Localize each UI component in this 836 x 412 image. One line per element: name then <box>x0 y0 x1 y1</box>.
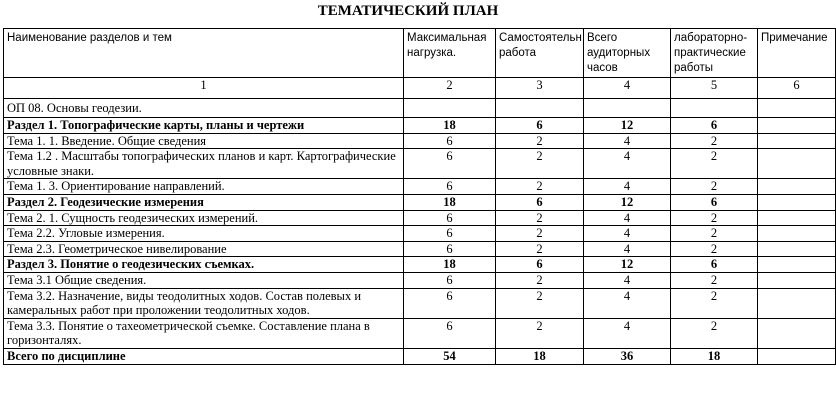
table-row <box>4 241 836 257</box>
row-max-load: 6 <box>404 133 496 149</box>
header-self-work: Самостоятельн. работа <box>496 29 584 78</box>
column-index-4: 4 <box>584 78 671 99</box>
row-self-work: 18 <box>496 348 584 364</box>
row-lab: 2 <box>671 179 758 195</box>
column-index-2: 2 <box>404 78 496 99</box>
row-notes <box>758 149 836 179</box>
row-name: Тема 1.2 . Масштабы топографических планов и карт. Картографические условные знаки. <box>4 149 404 179</box>
row-lab: 2 <box>671 133 758 149</box>
row-self-work: 6 <box>496 118 584 134</box>
row-notes <box>758 257 836 273</box>
row-max-load: 18 <box>404 194 496 210</box>
row-name: Тема 3.3. Понятие о тахеометрической съемке. Составление плана в горизонталях. <box>4 318 404 348</box>
row-notes <box>758 318 836 348</box>
table-row <box>4 348 836 364</box>
row-name: Раздел 1. Топографические карты, планы и чертежи <box>4 118 404 134</box>
row-self-work: 2 <box>496 272 584 288</box>
column-index-6: 6 <box>758 78 836 99</box>
row-lab: 6 <box>671 257 758 273</box>
row-total-class: 4 <box>584 241 671 257</box>
row-lab: 2 <box>671 288 758 318</box>
course-title: ОП 08. Основы геодезии. <box>4 99 404 118</box>
row-notes <box>758 210 836 226</box>
row-notes <box>758 226 836 242</box>
row-name: Тема 2.2. Угловые измерения. <box>4 226 404 242</box>
row-lab: 2 <box>671 272 758 288</box>
row-max-load: 6 <box>404 149 496 179</box>
row-lab: 2 <box>671 226 758 242</box>
row-max-load: 6 <box>404 272 496 288</box>
table-row <box>4 318 836 348</box>
table-row <box>4 133 836 149</box>
table-body <box>4 29 836 365</box>
row-notes <box>758 133 836 149</box>
row-lab: 2 <box>671 149 758 179</box>
table-row <box>4 149 836 179</box>
table-row <box>4 257 836 273</box>
row-total-class: 4 <box>584 179 671 195</box>
table-row <box>4 272 836 288</box>
row-total-class: 12 <box>584 257 671 273</box>
row-self-work: 2 <box>496 318 584 348</box>
column-index-1: 1 <box>4 78 404 99</box>
row-max-load: 6 <box>404 210 496 226</box>
row-total-class: 4 <box>584 133 671 149</box>
row-max-load: 6 <box>404 226 496 242</box>
row-lab: 6 <box>671 194 758 210</box>
row-self-work: 6 <box>496 257 584 273</box>
row-total-class: 4 <box>584 288 671 318</box>
column-index-3: 3 <box>496 78 584 99</box>
row-notes <box>758 288 836 318</box>
row-max-load: 18 <box>404 257 496 273</box>
row-name: Тема 1. 1. Введение. Общие сведения <box>4 133 404 149</box>
row-max-load: 6 <box>404 179 496 195</box>
row-max-load: 6 <box>404 288 496 318</box>
row-name: Тема 2. 1. Сущность геодезических измерений. <box>4 210 404 226</box>
row-lab: 2 <box>671 241 758 257</box>
table-row <box>4 179 836 195</box>
table-row <box>4 194 836 210</box>
row-name: Тема 3.2. Назначение, виды теодолитных ходов. Состав полевых и камеральных работ при проложении теодолитных ходов. <box>4 288 404 318</box>
row-self-work: 2 <box>496 133 584 149</box>
header-max-load: Максимальная нагрузка. <box>404 29 496 78</box>
row-notes <box>758 179 836 195</box>
row-self-work: 2 <box>496 226 584 242</box>
row-notes <box>758 194 836 210</box>
row-total-class: 12 <box>584 194 671 210</box>
row-notes <box>758 118 836 134</box>
course-title-row <box>4 99 836 118</box>
row-max-load: 54 <box>404 348 496 364</box>
row-self-work: 2 <box>496 210 584 226</box>
row-lab: 18 <box>671 348 758 364</box>
row-name: Тема 3.1 Общие сведения. <box>4 272 404 288</box>
header-lab: лабораторно-практические работы <box>671 29 758 78</box>
row-self-work: 2 <box>496 179 584 195</box>
row-total-class: 4 <box>584 149 671 179</box>
header-total-class: Всего аудиторных часов <box>584 29 671 78</box>
table-row <box>4 118 836 134</box>
row-max-load: 6 <box>404 318 496 348</box>
row-name: Раздел 3. Понятие о геодезических съемках. <box>4 257 404 273</box>
row-total-class: 4 <box>584 210 671 226</box>
header-notes: Примечание <box>758 29 836 78</box>
column-index-5: 5 <box>671 78 758 99</box>
row-lab: 2 <box>671 318 758 348</box>
row-total-class: 36 <box>584 348 671 364</box>
document-title: ТЕМАТИЧЕСКИЙ ПЛАН <box>317 3 499 19</box>
row-name: Тема 1. 3. Ориентирование направлений. <box>4 179 404 195</box>
column-index-row <box>4 78 836 99</box>
table-row <box>4 288 836 318</box>
row-lab: 6 <box>671 118 758 134</box>
row-notes <box>758 272 836 288</box>
row-total-class: 4 <box>584 272 671 288</box>
row-self-work: 2 <box>496 241 584 257</box>
row-max-load: 18 <box>404 118 496 134</box>
row-self-work: 6 <box>496 194 584 210</box>
header-row <box>4 29 836 78</box>
row-max-load: 6 <box>404 241 496 257</box>
row-total-class: 4 <box>584 318 671 348</box>
row-self-work: 2 <box>496 288 584 318</box>
row-self-work: 2 <box>496 149 584 179</box>
row-notes <box>758 241 836 257</box>
row-total-class: 4 <box>584 226 671 242</box>
table-row <box>4 210 836 226</box>
row-notes <box>758 348 836 364</box>
thematic-plan-table <box>3 28 836 365</box>
row-name: Всего по дисциплине <box>4 348 404 364</box>
row-name: Раздел 2. Геодезические измерения <box>4 194 404 210</box>
header-name: Наименование разделов и тем <box>4 29 404 78</box>
row-name: Тема 2.3. Геометрическое нивелирование <box>4 241 404 257</box>
table-row <box>4 226 836 242</box>
row-lab: 2 <box>671 210 758 226</box>
row-total-class: 12 <box>584 118 671 134</box>
